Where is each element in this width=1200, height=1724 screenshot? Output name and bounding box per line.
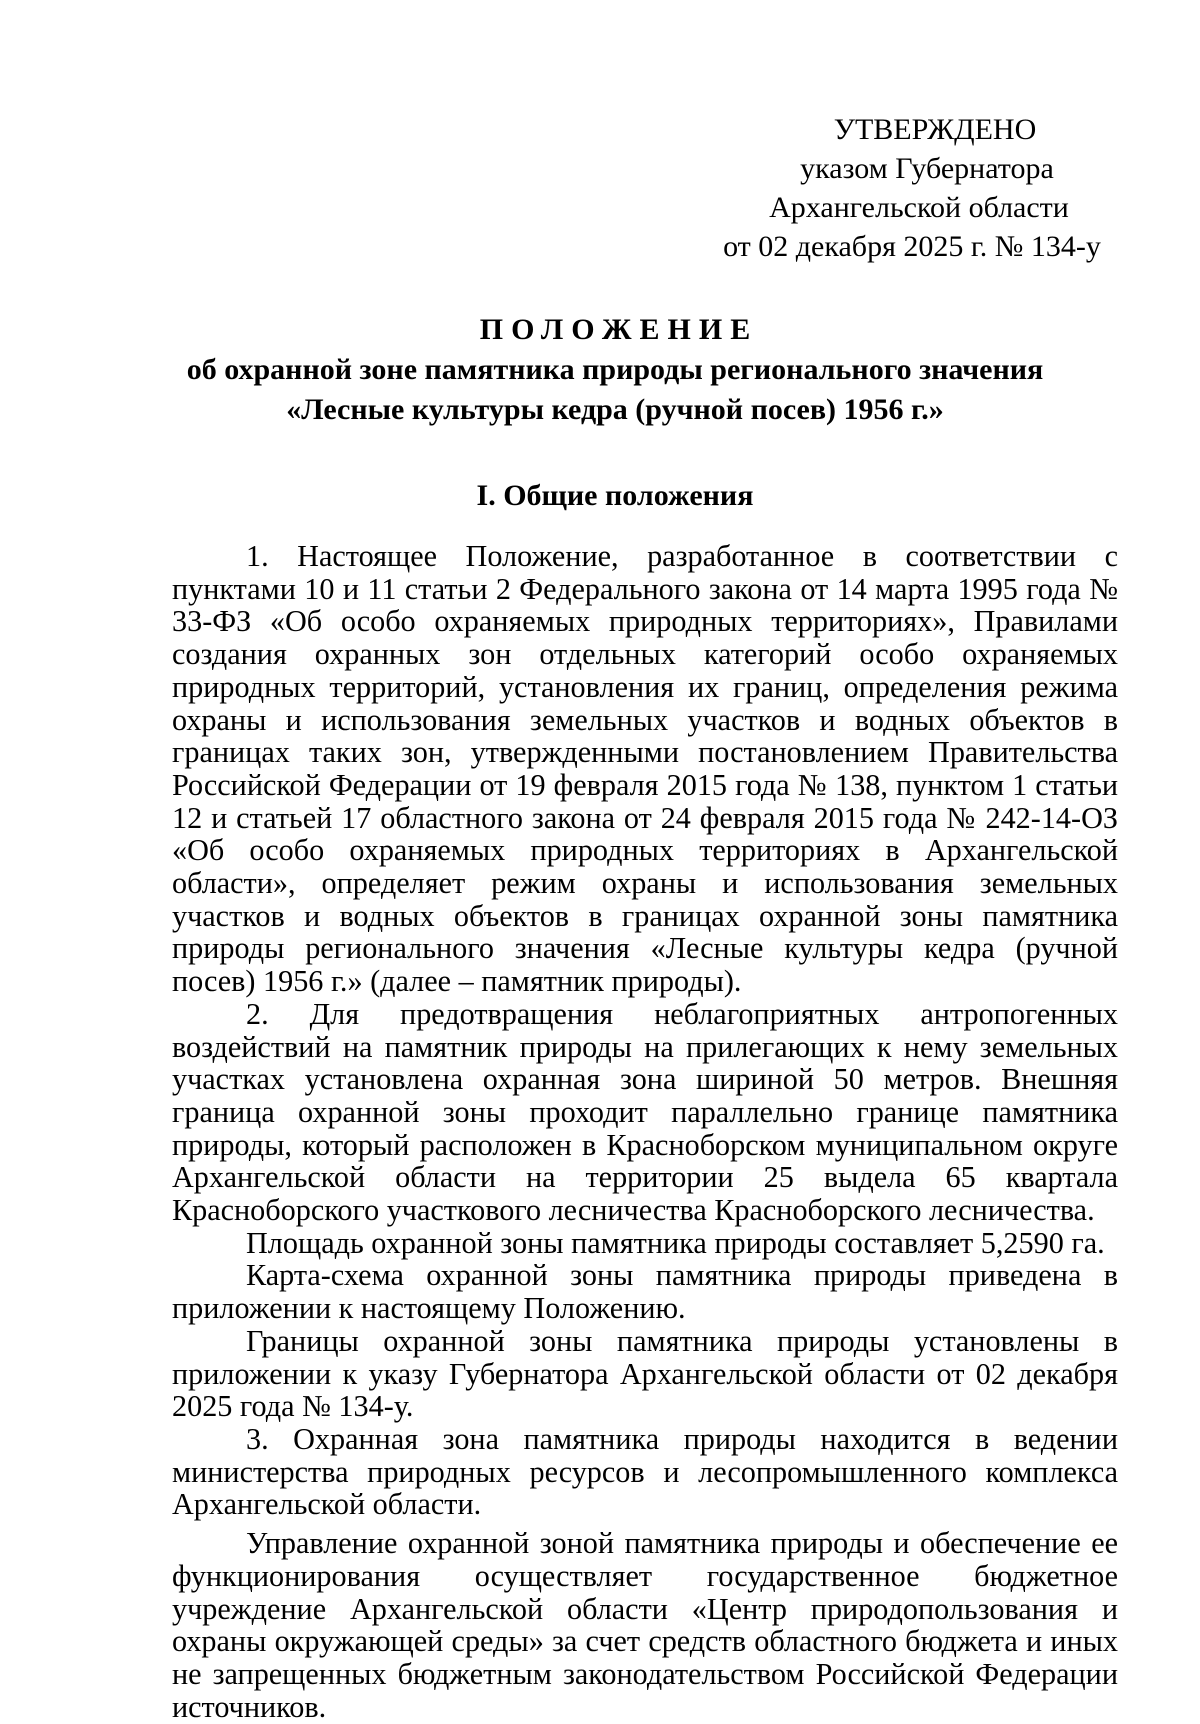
paragraph-boundaries: Границы охранной зоны памятника природы установлены в приложении к указу Губернатора Архангельской области от 02 декабря 2025 года № 134-у.	[172, 1323, 1118, 1424]
paragraph-3: 3. Охранная зона памятника природы находится в ведении министерства природных ресурсов и лесопромышленного комплекса Архангельской области.	[172, 1421, 1118, 1522]
title-subtitle-line: об охранной зоне памятника природы регионального значения	[186, 353, 1044, 386]
paragraph-map: Карта-схема охранной зоны памятника природы приведена в приложении к настоящему Положению.	[172, 1258, 1118, 1326]
section-heading: I. Общие положения	[476, 479, 754, 512]
approval-line-decree: указом Губернатора	[800, 152, 1054, 185]
approval-stamp	[720, 110, 1100, 266]
approval-line-approved: УТВЕРЖДЕНО	[833, 113, 1037, 146]
approval-line-date: от 02 декабря 2025 г. № 134-у	[723, 230, 1101, 263]
paragraph-1: 1. Настоящее Положение, разработанное в соответствии с пунктами 10 и 11 статьи 2 Федерального закона от 14 марта 1995 года № 33-ФЗ «Об особо охраняемых природных территориях», Правилами создания охранных зон отдельных категорий особо охраняемых природных территорий, установления их границ, определения режима охраны и использования земельных участков и водных объектов в границах таких зон, утвержденными постановлением Правительства Российской Федерации от 19 февраля 2015 года № 138, пунктом 1 статьи 12 и статьей 17 областного закона от 24 февраля 2015 года № 242-14-ОЗ «Об особо охраняемых природных территориях в Архангельской области», определяет режим охраны и использования земельных участков и водных объектов в границах охранной зоны памятника природы регионального значения «Лесные культуры кедра (ручной посев) 1956 г.» (далее – памятник природы).	[172, 539, 1118, 999]
document-title	[160, 310, 1070, 430]
document-body	[172, 540, 1118, 1723]
paragraph-2: 2. Для предотвращения неблагоприятных антропогенных воздействий на памятник природы на прилегающих к нему земельных участках установлена охранная зона шириной 50 метров. Внешняя граница охранной зоны проходит параллельно границе памятника природы, который расположен в Красноборском муниципальном округе Архангельской области на территории 25 выдела 65 квартала Красноборского участкового лесничества Красноборского лесничества.	[172, 996, 1118, 1228]
approval-line-region: Архангельской области	[769, 191, 1069, 224]
title-heading: ПОЛОЖЕНИЕ	[479, 313, 759, 346]
paragraph-management: Управление охранной зоной памятника природы и обеспечение ее функционирования осуществляет государственное бюджетное учреждение Архангельской области «Центр природопользования и охраны окружающей среды» за счет средств областного бюджета и иных не запрещенных бюджетным законодательством Российской Федерации источников.	[172, 1526, 1118, 1724]
paragraph-area: Площадь охранной зоны памятника природы составляет 5,2590 га.	[246, 1225, 1105, 1260]
title-object-name: «Лесные культуры кедра (ручной посев) 1956 г.»	[286, 393, 944, 426]
